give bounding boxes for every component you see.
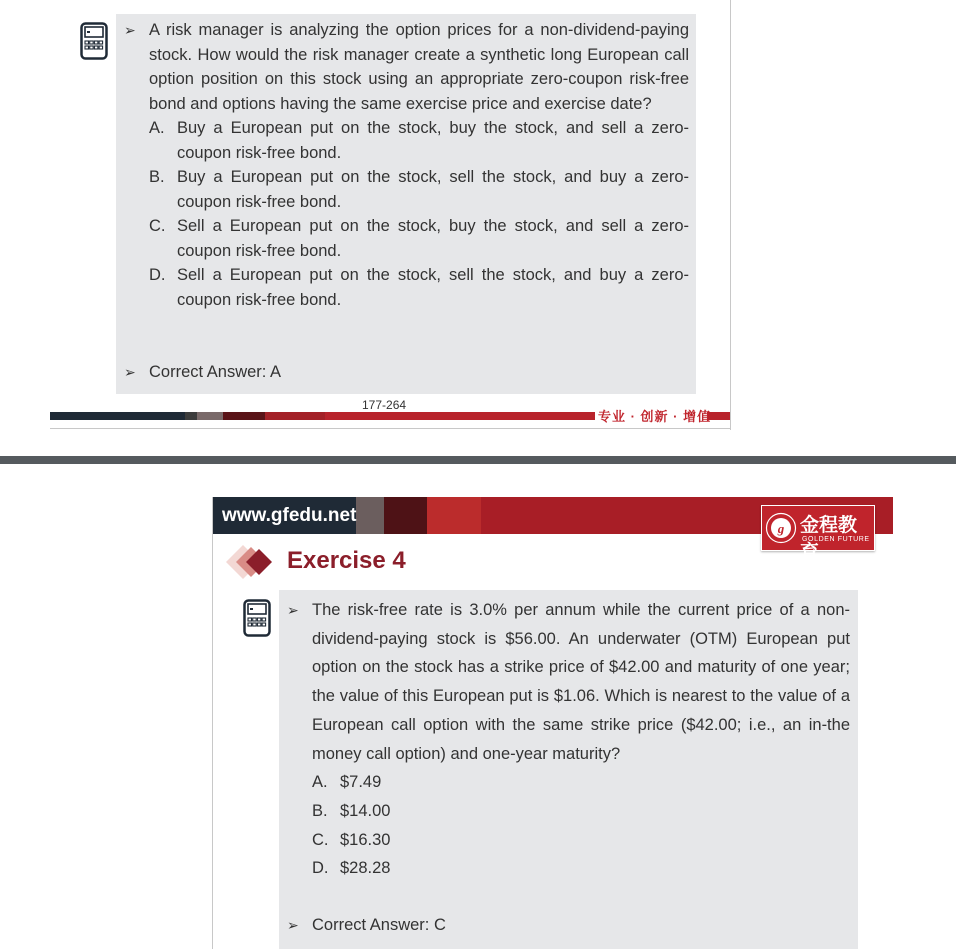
question-text: A risk manager is analyzing the option prices for a non-dividend-paying stock. How would the risk manager create a synthetic long European call option position on this stock using an appropriate zero-coupon risk-free bond and options having the same exercise price and exercise date?	[149, 21, 689, 113]
answer-line	[124, 360, 281, 385]
options-list	[124, 116, 689, 312]
options-list	[287, 768, 850, 883]
question-block	[287, 596, 850, 883]
option-item: B. $14.00	[312, 801, 391, 820]
correct-answer: Correct Answer: C	[312, 916, 446, 934]
slogan: 专业 · 创新 · 增值	[598, 409, 712, 424]
arrow-bullet-icon: ➢	[287, 917, 299, 933]
diamond-icon	[226, 545, 276, 579]
logo-english-text: GOLDEN FUTURE	[802, 536, 870, 543]
svg-text:g: g	[777, 521, 785, 536]
logo-chinese-text: 金程教育	[800, 514, 858, 563]
option-item: A. Buy a European put on the stock, buy the stock, and sell a zero-coupon risk-free bond.	[149, 119, 689, 162]
arrow-bullet-icon: ➢	[124, 364, 136, 380]
slide-border	[212, 497, 213, 949]
logo-seal-icon	[765, 512, 797, 544]
page-title: Exercise 4	[287, 547, 406, 574]
correct-answer: Correct Answer: A	[149, 363, 282, 381]
option-item: D. $28.28	[312, 859, 391, 878]
calculator-icon	[80, 22, 108, 60]
option-item: B. Buy a European put on the stock, sell the stock, and buy a zero-coupon risk-free bond.	[149, 168, 689, 211]
option-item: D. Sell a European put on the stock, sell the stock, and buy a zero-coupon risk-free bond.	[149, 266, 689, 309]
footer-bar	[50, 412, 185, 420]
arrow-bullet-icon: ➢	[124, 22, 136, 38]
footer-bar	[325, 412, 595, 420]
footer-bar	[197, 412, 223, 420]
site-url[interactable]: www.gfedu.net	[222, 505, 357, 526]
answer-line	[287, 911, 446, 939]
slide-border	[50, 428, 731, 429]
page-number: 177-264	[362, 398, 407, 412]
option-item: C. $16.30	[312, 830, 391, 849]
slide-separator	[0, 456, 956, 464]
question-text: The risk-free rate is 3.0% per annum while the current price of a non-dividend-paying stock is $56.00. An underwater (OTM) European put option on the stock has a strike price of $42.00 and maturity of one year; the value of this European put is $1.06. Which is nearest to the value of a European call option with the same strike price ($42.00; i.e., an in-the money call option) and one-year maturity?	[312, 601, 850, 763]
footer-bar	[185, 412, 197, 420]
calculator-icon	[243, 599, 271, 637]
company-logo	[761, 505, 875, 563]
footer-bar	[223, 412, 265, 420]
arrow-bullet-icon: ➢	[287, 602, 299, 618]
option-item: A. $7.49	[312, 773, 382, 792]
slide-border	[730, 0, 731, 430]
question-block	[124, 18, 689, 312]
footer-bar	[265, 412, 325, 420]
option-item: C. Sell a European put on the stock, buy the stock, and sell a zero-coupon risk-free bond.	[149, 217, 689, 260]
